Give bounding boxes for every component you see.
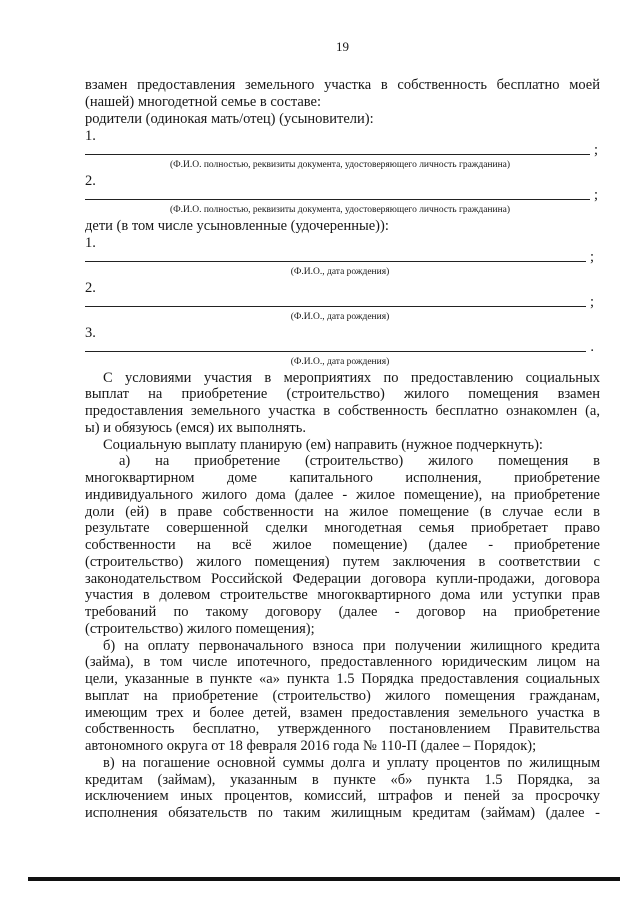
parent-1-number: 1. [85,127,96,144]
paragraph [85,437,600,454]
paragraph [85,755,600,822]
text-line: требований по такому договору (далее - договор на приобретение [85,604,600,620]
text-line: индивидуального жилого дома (далее - жилое помещение), на приобретение [85,486,600,503]
fill-in-line [85,261,586,262]
text-line: имеющим трех и более детей, взамен предоставления земельного участка в [85,704,600,721]
family-composition-section [85,77,600,370]
field-caption: (Ф.И.О. полностью, реквизиты документа, удостоверяющего личность гражданина) [169,204,511,215]
text-line: б) на оплату первоначального взноса при получении жилищного кредита [103,637,600,654]
text-line: в) на погашение основной суммы долга и уплату процентов по жилищным [103,754,600,771]
text-line: (строительство) жилого помещения) путем заключения в соответствии с [85,553,600,570]
child-3-number: 3. [85,324,96,341]
text-line: результате совершенной сделки многодетная семья приобретает право [85,520,600,537]
paragraph [85,370,600,437]
text-line: (займа), в том числе ипотечного, предоставленного юридическим лицом на [85,654,600,671]
field-caption: (Ф.И.О., дата рождения) [290,311,390,322]
text-line: ы) и обязуюсь (емся) их выполнять. [85,419,306,436]
fill-in-line [85,199,590,200]
text-line: доли (ей) в праве собственности на жилое помещение (в случае если в [85,503,600,520]
fill-in-line [85,351,586,352]
text-line: исполнения обязательств по таким жилищным кредитам (займам) (далее - [85,805,600,821]
child-3-field [85,338,600,370]
field-end-mark: ; [593,186,598,203]
text-line: законодательством Российской Федерации договора купли-продажи, договора [85,570,600,587]
fill-in-line [85,306,586,307]
child-2-number: 2. [85,279,96,296]
intro-line: (нашей) многодетной семье в составе: [85,93,322,110]
parent-2-number: 2. [85,172,96,189]
text-line: Социальную выплату планирую (ем) направить (нужное подчеркнуть): [103,436,543,453]
text-line: выплат на приобретение (строительство) жилого помещения взамен [85,386,600,403]
paragraph [85,453,600,637]
field-caption: (Ф.И.О. полностью, реквизиты документа, удостоверяющего личность гражданина) [169,159,511,170]
intro-line: взамен предоставления земельного участка в собственность бесплатно моей [85,76,600,93]
parents-heading: родители (одинокая мать/отец) (усыновители): [85,110,374,127]
text-line: собственность бесплатно, утвержденного постановлением Правительства [85,721,600,738]
fill-in-line [85,154,590,155]
text-line: автономного округа от 18 февраля 2016 года № 110-П (далее – Порядок); [85,738,537,754]
scan-border-line [28,877,620,881]
field-end-mark: . [590,338,594,355]
text-line: многоквартирном доме капитального исполнения, приобретение [85,470,600,486]
text-line: собственности на всё жилое помещение) (далее - приобретение [85,537,600,553]
children-heading: дети (в том числе усыновленные (удочеренные)): [85,217,389,234]
text-line: цели, указанные в пункте «а» пункта 1.5 Порядка предоставления социальных [85,671,600,687]
text-line: а) на приобретение (строительство) жилого помещения в [119,453,600,470]
field-end-mark: ; [589,248,594,265]
text-line: исключением иных процентов, комиссий, штрафов и пеней за просрочку [85,788,600,805]
field-caption: (Ф.И.О., дата рождения) [290,356,390,367]
text-line: предоставления земельного участка в собственность бесплатно ознакомлен (а, [85,403,600,419]
child-1-number: 1. [85,234,96,251]
child-1-field [85,248,600,280]
field-caption: (Ф.И.О., дата рождения) [290,266,390,277]
page-number: 19 [336,39,349,54]
paragraph [85,638,600,755]
child-2-field [85,293,600,325]
text-line: участия в долевом строительстве многоквартирного дома или уступки прав [85,587,600,604]
parent-1-field [85,141,600,173]
text-line: С условиями участия в мероприятиях по предоставлению социальных [103,369,600,386]
parent-2-field [85,186,600,218]
field-end-mark: ; [589,293,594,310]
text-line: (строительство) жилого помещения); [85,620,315,637]
body-text [85,370,600,822]
text-line: кредитам (займам), указанным в пункте «б» пункта 1.5 Порядка, за [85,771,600,788]
field-end-mark: ; [593,141,598,158]
text-line: выплат на приобретение (строительство) жилого помещения гражданам, [85,687,600,704]
